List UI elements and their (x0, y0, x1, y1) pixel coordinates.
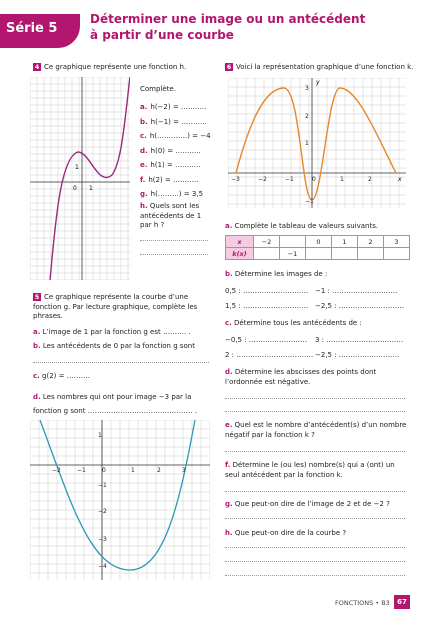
ex4-item-text: h(1) = ……….. (150, 161, 201, 169)
ex6-table-k-cell[interactable] (358, 248, 384, 260)
ex4-item-text: h(………) = 3,5 (150, 190, 204, 198)
page-title-2: à partir d’une courbe (90, 28, 234, 42)
ex4-item[interactable] (140, 173, 211, 188)
ex4-h-line1: Quels sont les (149, 202, 200, 210)
ex4-item[interactable] (140, 158, 211, 173)
ex6-question-h: h. Que peut-on dire de la courbe ? (225, 529, 347, 537)
ex4-h-line2: antécédents de 1 (140, 211, 202, 220)
ex5-d-line2: fonction g sont ……………………………………… . (33, 407, 198, 415)
ex6-y-tick: −1 (305, 198, 314, 205)
ex6-question-b: b. Détermine les images de : (225, 270, 328, 278)
ex4-item-letter: a. (140, 103, 148, 111)
page-number: 67 (394, 595, 410, 609)
ex4-number: 4 (34, 63, 40, 71)
ex6-x-tick: −1 (285, 176, 294, 183)
ex6-table-k-cell[interactable] (254, 248, 280, 260)
ex6-table-row-x (226, 236, 410, 248)
ex6-value-table (225, 235, 410, 260)
ex6-y-tick: 1 (305, 140, 309, 147)
ex6-f-answer[interactable] (225, 491, 405, 492)
ex6-c-text: Détermine tous les antécédents de : (234, 319, 362, 327)
ex6-g-answer[interactable] (225, 518, 405, 519)
ex4-item-letter: f. (140, 175, 146, 184)
ex5-question-a: a. L’image de 1 par la fonction g est ………. . (33, 328, 191, 336)
ex5-graph (30, 420, 210, 580)
ex6-graph (228, 78, 406, 208)
ex4-complete: Complète. (140, 85, 176, 93)
ex5-x-tick: 0 (102, 467, 106, 474)
ex6-e-answer[interactable] (225, 451, 405, 452)
ex6-table-k-cell[interactable] (332, 248, 358, 260)
ex6-d-answer-2[interactable] (225, 411, 405, 412)
ex4-answer-line-1[interactable] (140, 240, 208, 241)
ex4-h-line3: par h ? (140, 221, 165, 229)
ex4-item-text: h(−2) = ……….. (150, 103, 207, 111)
ex6-d-line2: l’ordonnée est négative. (225, 377, 311, 386)
ex5-y-tick: 1 (98, 432, 102, 439)
ex4-items (140, 100, 211, 202)
ex6-b1[interactable]: 0,5 : ………………………. (225, 287, 309, 295)
ex4-item-letter: c. (140, 132, 147, 140)
ex6-question-c: c. Détermine tous les antécédents de : (225, 319, 362, 327)
ex6-table-x-cell[interactable] (280, 236, 306, 248)
ex4-item[interactable] (140, 144, 211, 159)
ex6-table-x-cell[interactable]: 3 (384, 236, 410, 248)
ex4-item-letter: b. (140, 117, 148, 126)
ex6-table-k-cell[interactable] (306, 248, 332, 260)
ex6-table-x-cell[interactable]: −2 (254, 236, 280, 248)
ex6-h-answer-3[interactable] (225, 575, 405, 576)
ex6-table-header-k: k(x) (226, 248, 254, 260)
ex5-b-text: Les antécédents de 0 par la fonction g sont (42, 342, 195, 350)
ex6-x-tick: −2 (258, 176, 267, 183)
ex5-question-d: d. Les nombres qui ont pour image −3 par la fonction g sont ……………………………………… . (33, 390, 197, 418)
ex4-item[interactable] (140, 100, 211, 115)
ex5-c-text: g(2) = ………. (42, 372, 90, 380)
ex4-tick-zero: 0 (73, 185, 77, 192)
page-title-1: Déterminer une image ou un antécédent (90, 12, 366, 26)
ex6-number: 6 (226, 63, 232, 71)
ex6-question-a: a. Complète le tableau de valeurs suivants. (225, 222, 379, 230)
ex6-table-row-k (226, 248, 410, 260)
ex4-tick-yone: 1 (75, 164, 79, 171)
ex6-intro-text: Voici la représentation graphique d’une fonction k. (236, 63, 414, 71)
ex6-table-k-cell[interactable]: −1 (280, 248, 306, 260)
footer-text: FONCTIONS • B3 (335, 599, 390, 607)
ex6-intro (225, 63, 413, 71)
ex6-y-tick: 3 (305, 85, 309, 92)
ex6-question-g: g. Que peut-on dire de l’image de 2 et de −2 ? (225, 500, 390, 508)
ex6-c1[interactable]: −0,5 : ……………………. (225, 336, 308, 344)
ex6-question-f: f. Détermine le (ou les) nombre(s) qui a (ont) un seul antécédent par la fonction k. (225, 461, 407, 480)
ex6-y-tick: 2 (305, 113, 309, 120)
ex5-intro-2: fonction g. Par lecture graphique, complète les (33, 302, 198, 311)
ex4-item-text: h(2) = ……….. (148, 175, 199, 184)
ex4-tick-one: 1 (89, 185, 93, 192)
ex6-ylabel: y (316, 79, 320, 86)
ex5-x-tick: −1 (77, 467, 86, 474)
ex4-item-letter: g. (140, 190, 148, 198)
ex6-table-x-cell[interactable]: 1 (332, 236, 358, 248)
ex5-y-tick: −4 (98, 563, 107, 570)
ex5-question-b: b. Les antécédents de 0 par la fonction g sont (33, 342, 195, 350)
ex4-intro (33, 63, 186, 71)
ex4-item-letter: d. (140, 146, 148, 155)
ex5-d-line1: Les nombres qui ont pour image −3 par la (42, 393, 192, 401)
ex6-x-tick: 2 (368, 176, 372, 183)
series-label: Série 5 (6, 21, 58, 36)
ex4-item-letter: e. (140, 161, 148, 169)
ex6-a-text: Complète le tableau de valeurs suivants. (234, 222, 379, 230)
ex6-question-d: d. Détermine les abscisses des points dont l’ordonnée est négative. (225, 368, 407, 387)
ex6-c2[interactable]: 3 : …………………………… (315, 336, 404, 344)
ex6-h-answer-1[interactable] (225, 547, 405, 548)
ex6-c3[interactable]: 2 : …………………………… (225, 351, 314, 359)
ex4-item[interactable] (140, 129, 211, 144)
ex6-b3[interactable]: 1,5 : ………………………. (225, 302, 309, 310)
ex5-a-text: L’image de 1 par la fonction g est ………. . (42, 328, 191, 336)
ex6-b4[interactable]: −2,5 : ………………………. (315, 302, 405, 310)
ex4-item[interactable] (140, 115, 211, 130)
ex5-x-tick: 1 (131, 467, 135, 474)
ex6-question-e: e. Quel est le nombre d’antécédent(s) d’un nombre négatif par la fonction k ? (225, 421, 407, 439)
ex5-answer-line[interactable] (33, 362, 209, 363)
ex6-f-line1: Détermine le (ou les) nombre(s) qui a (ont) un (232, 461, 395, 469)
ex6-table-x-cell[interactable]: 2 (358, 236, 384, 248)
ex4-graph (30, 77, 130, 280)
ex6-xlabel: x (398, 176, 402, 183)
ex6-table-x-cell[interactable]: 0 (306, 236, 332, 248)
ex5-y-tick: −3 (98, 536, 107, 543)
ex5-y-tick: −2 (98, 508, 107, 515)
ex6-c4[interactable]: −2,5 : …………………….. (315, 351, 400, 359)
ex4-question-h: h. Quels sont les antécédents de 1 par h ? (140, 202, 212, 231)
ex5-x-tick: 3 (182, 467, 186, 474)
ex6-g-text: Que peut-on dire de l’image de 2 et de −2 ? (234, 500, 390, 508)
ex5-intro (33, 293, 213, 322)
ex5-y-tick: −1 (98, 482, 107, 489)
ex6-d-answer-1[interactable] (225, 398, 405, 399)
ex6-x-tick: 1 (340, 176, 344, 183)
ex5-question-c: c. g(2) = ………. (33, 372, 90, 380)
ex6-h-answer-2[interactable] (225, 561, 405, 562)
ex4-item-text: h(0) = ……….. (150, 146, 201, 155)
ex4-intro-text: Ce graphique représente une fonction h. (44, 63, 187, 71)
ex6-x-tick: −3 (231, 176, 240, 183)
ex4-item[interactable] (140, 187, 211, 202)
ex6-b-text: Détermine les images de : (234, 270, 328, 278)
ex6-e-line1: Quel est le nombre d’antécédent(s) d’un nombre (234, 421, 407, 429)
ex6-table-header-x: x (226, 236, 254, 248)
ex5-intro-3: phrases. (33, 312, 63, 320)
ex6-d-line1: Détermine les abscisses des points dont (234, 368, 377, 376)
ex5-x-tick: −2 (52, 467, 61, 474)
ex6-e-line2: négatif par la fonction k ? (225, 430, 315, 439)
ex6-h-text: Que peut-on dire de la courbe ? (234, 529, 347, 537)
ex5-x-tick: 2 (157, 467, 161, 474)
ex5-intro-1: Ce graphique représente la courbe d’une (44, 293, 189, 301)
ex4-item-text: h(−1) = ……….. (150, 117, 207, 126)
ex4-answer-line-2[interactable] (140, 254, 208, 255)
ex6-b2[interactable]: −1 : ………………………. (315, 287, 398, 295)
ex5-number: 5 (34, 293, 40, 301)
ex4-item-text: h(………….) = −4 (149, 132, 211, 140)
ex6-f-line2: seul antécédent par la fonction k. (225, 470, 343, 479)
ex6-x-tick: 0 (312, 176, 316, 183)
ex6-table-k-cell[interactable] (384, 248, 410, 260)
